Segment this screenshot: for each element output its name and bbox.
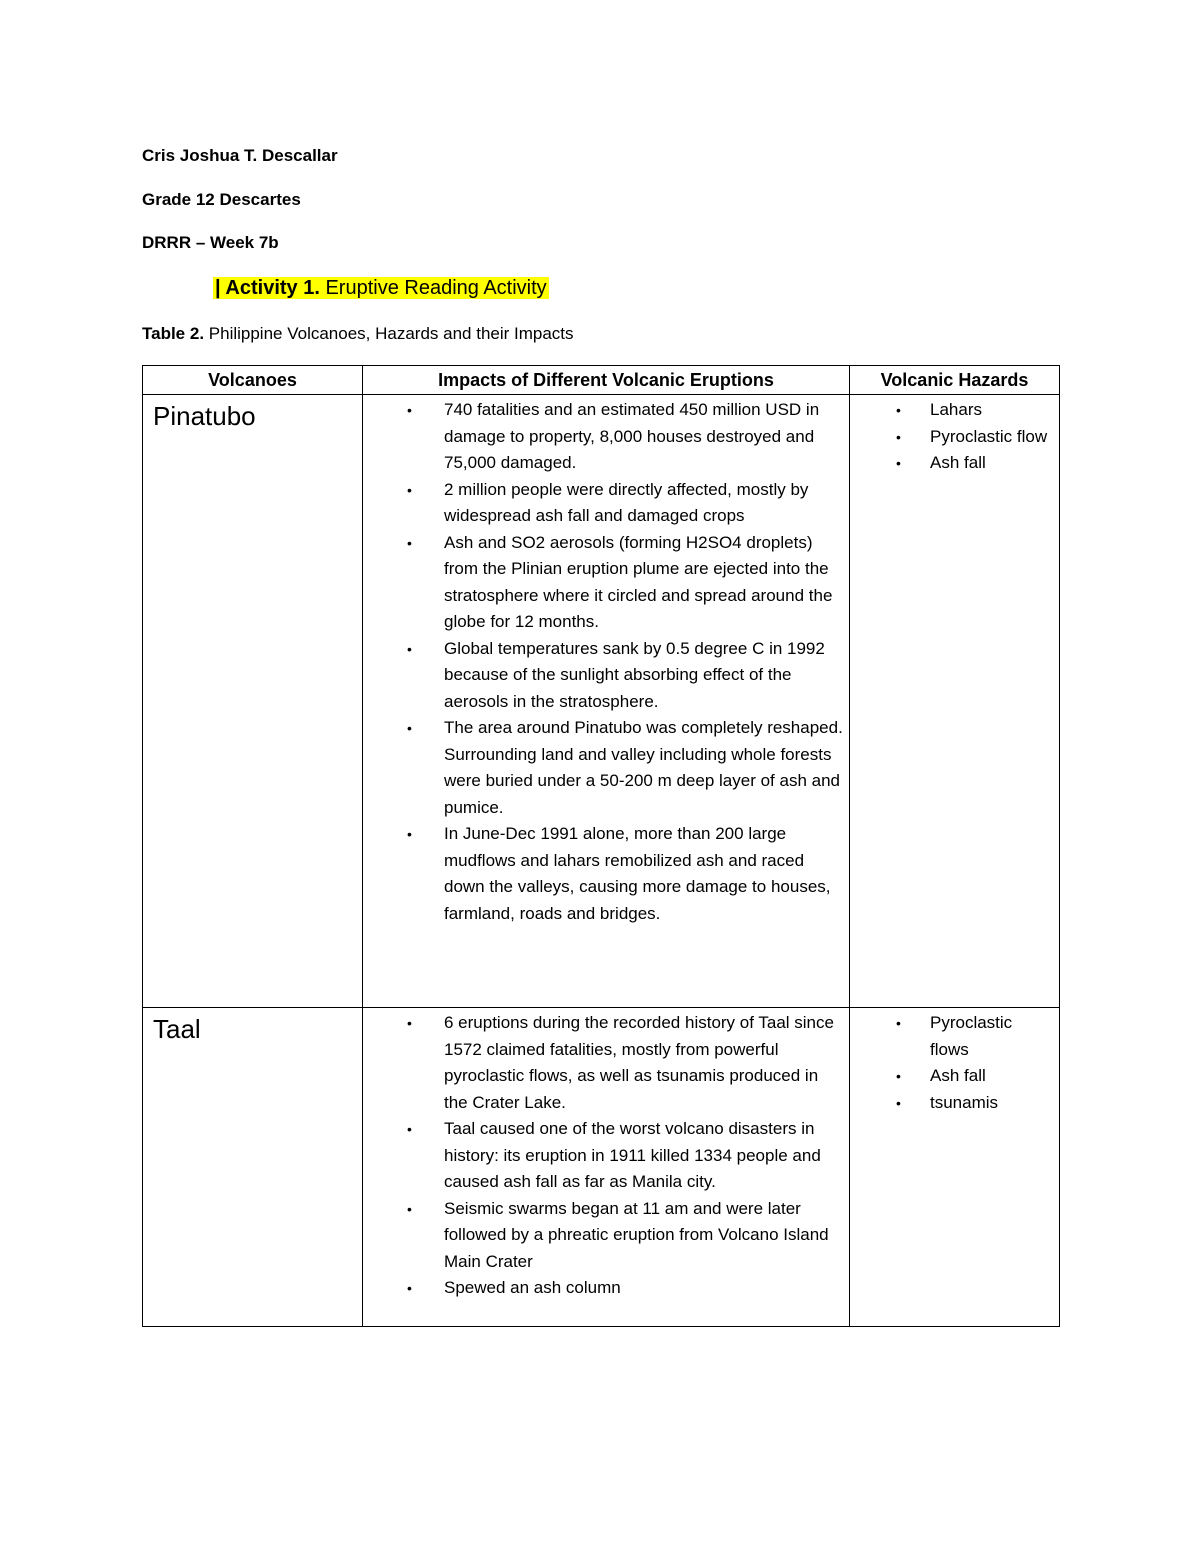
bullet-icon: • (896, 1068, 901, 1084)
student-name: Cris Joshua T. Descallar (142, 146, 338, 165)
bullet-icon: • (407, 826, 412, 842)
bullet-icon: • (896, 1094, 901, 1111)
bullet-icon: • (407, 1280, 412, 1296)
impacts-cell (363, 395, 850, 1008)
header-volcanoes: Volcanoes (143, 366, 363, 395)
table-caption-label: Table 2. (142, 324, 205, 343)
list-item: • Global temperatures sank by 0.5 degree C in 1992 because of the sunlight absorbing effect of the aerosols in the stratosphere. (363, 636, 849, 716)
impacts-list (363, 395, 849, 927)
bullet-icon: • (407, 402, 412, 418)
volcano-cell (143, 395, 363, 1008)
bullet-icon: • (896, 455, 901, 471)
table-header-row (143, 366, 1060, 395)
activity-marker: | (215, 277, 226, 299)
table-row (143, 1008, 1060, 1327)
list-item: • The area around Pinatubo was completely reshaped. Surrounding land and valley including whole forests were buried under a 50-200 m deep layer of ash and pumice. (363, 715, 849, 821)
volcano-table (142, 365, 1060, 1327)
list-item: • 740 fatalities and an estimated 450 million USD in damage to property, 8,000 houses destroyed and 75,000 damaged. (363, 397, 849, 477)
activity-heading (213, 275, 549, 301)
subject-week: DRRR – Week 7b (142, 233, 279, 252)
table-row (143, 395, 1060, 1008)
bullet-icon: • (896, 402, 901, 418)
volcano-name: Taal (153, 1014, 201, 1044)
hazards-list (850, 395, 1059, 477)
grade-section: Grade 12 Descartes (142, 190, 301, 209)
list-item: • Seismic swarms began at 11 am and were later followed by a phreatic eruption from Volcano Island Main Crater (363, 1196, 849, 1276)
hazards-cell (850, 395, 1060, 1008)
list-item: • Pyroclastic flow (850, 424, 1059, 451)
impacts-cell (363, 1008, 850, 1327)
impacts-list (363, 1008, 849, 1302)
list-item: • tsunamis (850, 1090, 1059, 1117)
list-item: • 6 eruptions during the recorded history of Taal since 1572 claimed fatalities, mostly from powerful pyroclastic flows, as well as tsunamis produced in the Crater Lake. (363, 1010, 849, 1116)
list-item: • In June-Dec 1991 alone, more than 200 large mudflows and lahars remobilized ash and raced down the valleys, causing more damage to houses, farmland, roads and bridges. (363, 821, 849, 927)
bullet-icon: • (407, 640, 412, 657)
volcano-cell (143, 1008, 363, 1327)
table-caption (142, 323, 574, 345)
list-item: • Pyroclastic flows (850, 1010, 1059, 1063)
hazards-list (850, 1008, 1059, 1116)
header-hazards: Volcanic Hazards (850, 366, 1060, 395)
bullet-icon: • (407, 720, 412, 736)
bullet-icon: • (407, 534, 412, 551)
bullet-icon: • (896, 1015, 901, 1031)
header-impacts: Impacts of Different Volcanic Eruptions (363, 366, 850, 395)
bullet-icon: • (407, 481, 412, 498)
bullet-icon: • (407, 1200, 412, 1217)
volcano-name: Pinatubo (153, 401, 256, 431)
list-item: • Ash fall (850, 450, 1059, 477)
hazards-cell (850, 1008, 1060, 1327)
list-item: • 2 million people were directly affected, mostly by widespread ash fall and damaged crops (363, 477, 849, 530)
list-item: • Lahars (850, 397, 1059, 424)
list-item: • Spewed an ash column (363, 1275, 849, 1302)
list-item: • Ash fall (850, 1063, 1059, 1090)
bullet-icon: • (896, 428, 901, 445)
table-caption-text: Philippine Volcanoes, Hazards and their Impacts (204, 324, 574, 343)
list-item: • Taal caused one of the worst volcano disasters in history: its eruption in 1911 killed 1334 people and caused ash fall as far as Manila city. (363, 1116, 849, 1196)
activity-title: Eruptive Reading Activity (319, 277, 547, 299)
bullet-icon: • (407, 1015, 412, 1031)
list-item: • Ash and SO2 aerosols (forming H2SO4 droplets) from the Plinian eruption plume are ejected into the stratosphere where it circled and spread around the globe for 12 months. (363, 530, 849, 636)
activity-label: Activity 1. (225, 277, 320, 299)
bullet-icon: • (407, 1121, 412, 1137)
